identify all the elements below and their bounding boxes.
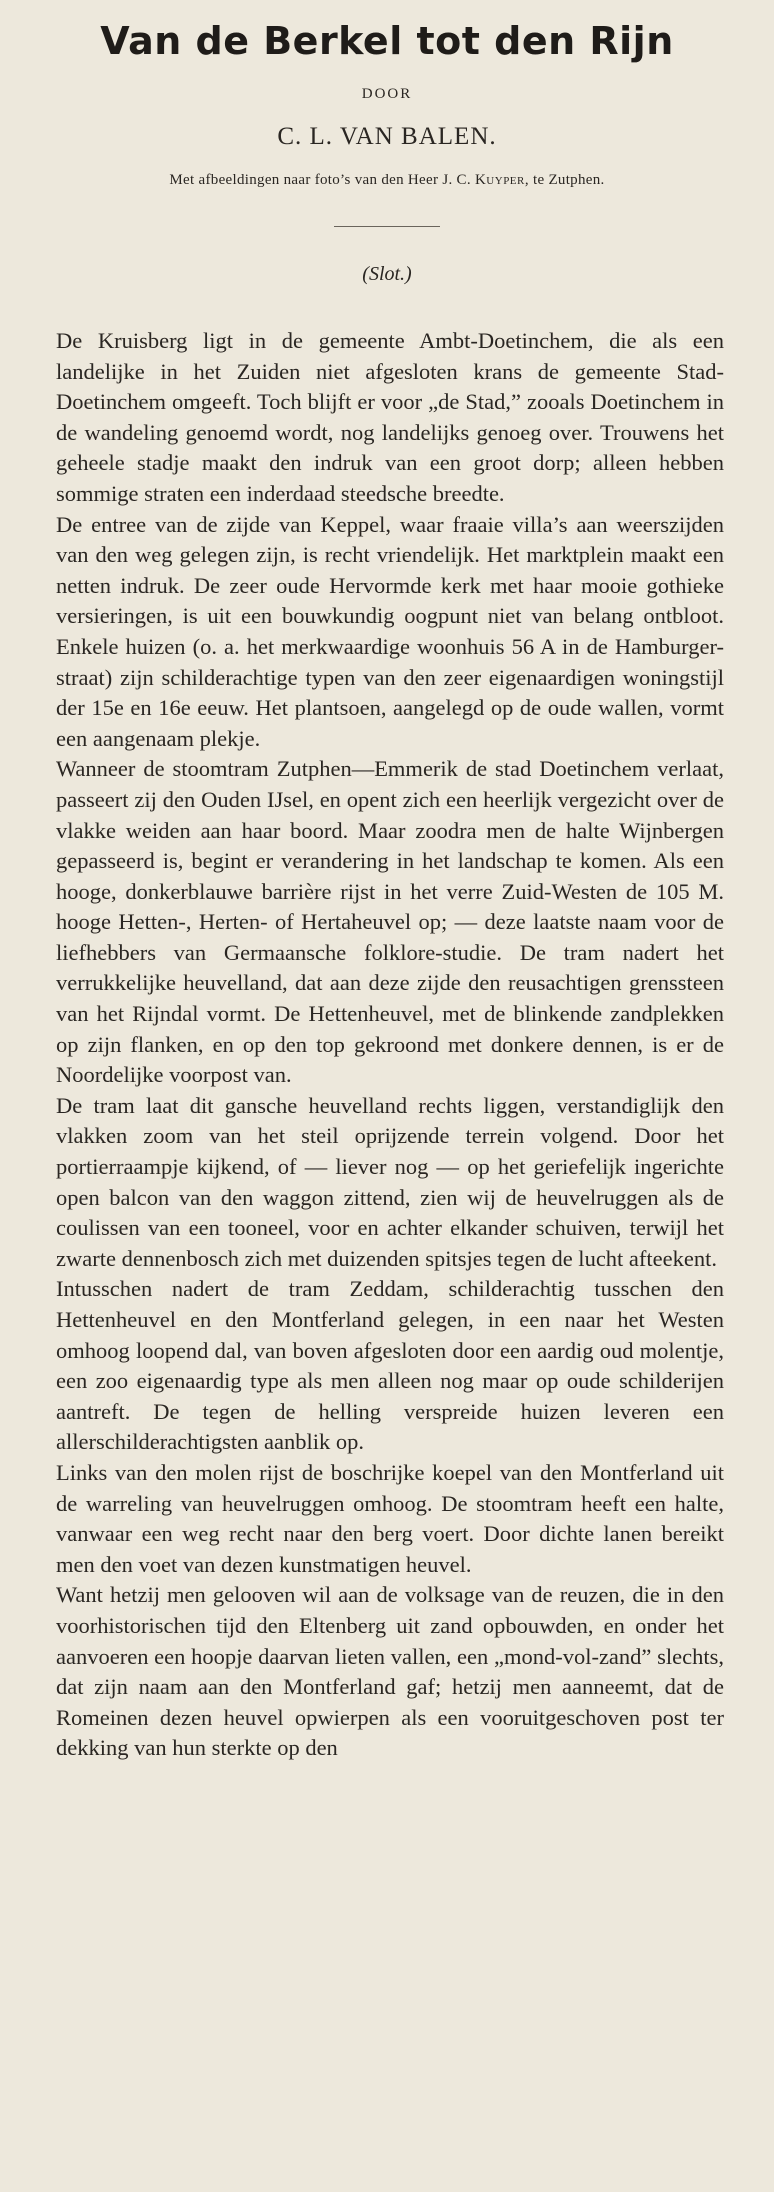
- paragraph-4: [56, 1091, 724, 1275]
- byline-prefix: DOOR: [361, 86, 413, 102]
- paragraph-3: [56, 754, 724, 1091]
- photo-credit-prefix: Met afbeeldingen naar foto’s van den Heer J. C.: [169, 172, 475, 188]
- paragraph-5-text: Intusschen nadert de tram Zeddam, schilderachtig tusschen den Hettenheuvel en den Montferland gelegen, in een naar het Westen omhoog loopend dal, van boven afgesloten door een aardig oud molentje, een zoo eigenaardig type als men alleen nog maar op oude schilderijen aantreft. De tegen de helling verspreide huizen leveren een allerschilderachtigsten aanblik op.: [56, 1276, 724, 1455]
- article-header: [0, 18, 774, 286]
- photo-credit-suffix: , te Zutphen.: [524, 172, 605, 188]
- author-name: C. L. VAN BALEN.: [277, 123, 497, 150]
- paragraph-4-text: De tram laat dit gansche heuvelland rechts liggen, verstandiglijk den vlakken zoom van het steil oprijzende terrein volgend. Door het portierraampje kijkend, of — liever nog — op het geriefelijk ingerichte open balcon van den waggon zittend, zien wij de heuvelruggen als de coulissen van een tooneel, voor en achter elkander schuiven, terwijl het zwarte dennenbosch zich met duizenden spitsjes tegen de lucht afteekent.: [56, 1092, 724, 1271]
- paragraph-1-text: De Kruisberg ligt in de gemeente Ambt-Doetinchem, die als een landelijke in het Zuiden niet afgesloten krans de gemeente Stad-Doetinchem omgeeft. Toch blijft er voor „de Stad,” zooals Doetinchem in de wandeling genoemd wordt, nog landelijks genoeg over. Trouwens het geheele stadje maakt den indruk van een groot dorp; alleen hebben sommige straten een inderdaad steedsche breedte.: [56, 328, 724, 506]
- paragraph-2-text: De entree van de zijde van Keppel, waar fraaie villa’s aan weerszijden van den weg gelegen zijn, is recht vriendelijk. Het marktplein maakt een netten indruk. De zeer oude Hervormde kerk met haar mooie gothieke versieringen, is uit een bouwkundig oogpunt niet van belang ontbloot. Enkele huizen (o. a. het merkwaardige woonhuis 56 A in de Hamburger-straat) zijn schilderachtige typen van den zeer eigenaardigen woningstijl der 15e en 16e eeuw. Het plantsoen, aangelegd op de oude wallen, vormt een aangenaam plekje.: [56, 511, 724, 751]
- paragraph-6: [56, 1458, 724, 1580]
- paragraph-3-text: Wanneer de stoomtram Zutphen—Emmerik de stad Doetinchem verlaat, passeert zij den Ouden IJsel, en opent zich een heerlijk vergezicht over de vlakke weiden aan haar boord. Maar zoodra men de halte Wijnbergen gepasseerd is, begint er verandering in het landschap te komen. Als een hooge, donkerblauwe barrière rijst in het verre Zuid-Westen de 105 M. hooge Hetten-, Herten- of Hertaheuvel op; — deze laatste naam voor de liefhebbers van Germaansche folklore-studie. De tram nadert het verrukkelijke heuvelland, dat aan deze zijde den reusachtigen grenssteen van het Rijndal vormt. De Hettenheuvel, met de blinkende zandplekken op zijn flanken, en op den top gekroond met donkere dennen, is er de Noordelijke voorpost van.: [56, 756, 724, 1088]
- paragraph-6-text: Links van den molen rijst de boschrijke koepel van den Montferland uit de warreling van heuvelruggen omhoog. De stoomtram heeft een halte, vanwaar een weg recht naar den berg voert. Door dichte lanen bereikt men den voet van dezen kunstmatigen heuvel.: [56, 1459, 724, 1577]
- photo-credit: [0, 170, 774, 190]
- paragraph-7-text: Want hetzij men gelooven wil aan de volksage van de reuzen, die in den voorhistorischen tijd den Eltenberg uit zand opbouwden, en onder het aanvoeren een hoopje daarvan lieten vallen, een „mond-vol-zand” slechts, dat zijn naam aan den Montferland gaf; hetzij men aanneemt, dat de Romeinen dezen heuvel opwierpen als een vooruitgeschoven post ter dekking van hun sterkte op den: [56, 1582, 724, 1761]
- paragraph-5: [56, 1274, 724, 1458]
- article-body: [0, 326, 774, 1764]
- paragraph-1: [56, 326, 724, 510]
- section-label: (Slot.): [362, 263, 412, 285]
- photo-credit-name: Kuyper: [474, 172, 525, 188]
- paragraph-2: [56, 510, 724, 755]
- paragraph-7: [56, 1580, 724, 1764]
- article-title: Van de Berkel tot den Rijn: [100, 19, 674, 63]
- header-divider: [334, 226, 440, 227]
